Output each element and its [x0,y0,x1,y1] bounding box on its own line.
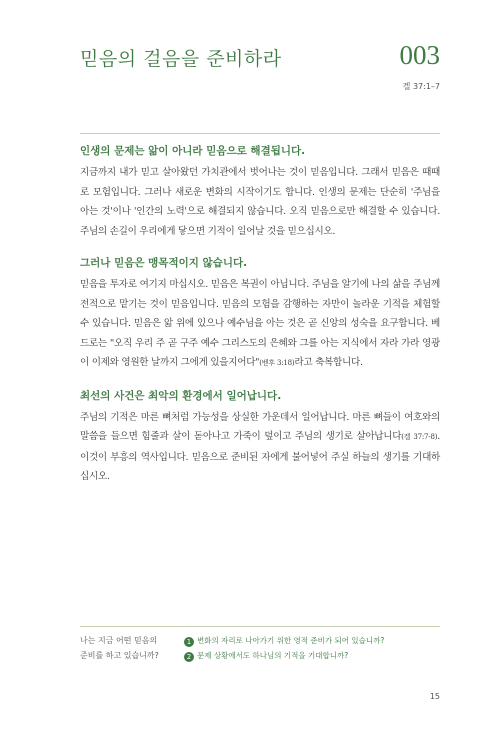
top-divider [80,133,440,134]
page-title: 믿음의 걸음을 준비하라 [80,48,282,70]
scripture-reference: 겔 37:1–7 [402,82,440,91]
section-heading: 인생의 문제는 앎이 아니라 믿음으로 해결됩니다. [80,145,306,157]
section-body [80,408,440,487]
bible-citation: (벧후 3:18) [259,359,295,367]
question-item [184,648,384,663]
section-body [80,275,440,374]
section-1 [80,143,440,241]
section-heading: 그러나 믿음은 맹목적이지 않습니다. [80,257,248,269]
number-badge: 2 [184,652,194,662]
bible-citation: (겔 37:7-8) [401,433,438,441]
section-3 [80,388,440,487]
body-text: 믿음을 투자로 여기지 마십시오. 믿음은 복권이 아닙니다. 주님을 알기에 나의 삶을 주님께 전적으로 맡기는 것이 믿음입니다. 믿음의 모험을 감행하는 자만이 놀라운 기적을 체험할 수 있습니다. 믿음은 앎 위에 있으나 예수님을 아는 것은 곧 신앙의 성숙을 요구합니다. 베드로는 "오직 우리 주 곧 구주 예수 그리스도의 은혜와 그를 아는 지식에서 자라 가라 영광이 이제와 영원한 날까지 그에게 있을지어다" [80,279,440,368]
question-item [184,633,384,648]
body-text: . 이것이 부흥의 역사입니다. 믿음으로 준비된 자에게 불어넣어 주실 하늘의 생기를 기대하십시오. [80,431,440,482]
prompt-line: 준비를 하고 있습니까? [80,651,159,660]
reflection-prompt [80,633,176,663]
reflection-questions [184,633,384,663]
devotion-number: 003 [399,40,440,70]
question-text: 변화의 자리로 나아가기 위한 영적 준비가 되어 있습니까? [197,636,385,645]
question-text: 문제 상황에서도 하나님의 기적을 기대합니까? [197,651,349,660]
body-text: 라고 축복합니다. [294,357,363,368]
section-heading: 최선의 사건은 최악의 환경에서 일어납니다. [80,389,282,402]
page-number: 15 [429,692,440,701]
section-body: 지금까지 내가 믿고 살아왔던 가치관에서 벗어나는 것이 믿음입니다. 그래서 믿음은 때때로 모험입니다. 그러나 새로운 변화의 시작이기도 합니다. 인생의 문제는 단순히 '주님을 아는 것'이나 '인간의 노력'으로 해결되지 않습니다. 오직 믿음으로만 해결할 수 있습니다. 주님의 손길이 우리에게 닿으면 기적이 일어날 것을 믿으십시오. [80,167,440,237]
body-text: 주님의 기적은 마른 뼈처럼 가능성을 상실한 가운데서 일어납니다. 마른 뼈들이 여호와의 말씀을 들으면 힘줄과 살이 돋아나고 가죽이 덮이고 주님의 생기로 살아납니다 [80,411,440,442]
prompt-line: 나는 지금 어떤 믿음의 [80,636,158,645]
main-content [80,143,440,501]
bottom-divider [80,626,440,627]
number-badge: 1 [184,637,194,647]
section-2 [80,255,440,374]
